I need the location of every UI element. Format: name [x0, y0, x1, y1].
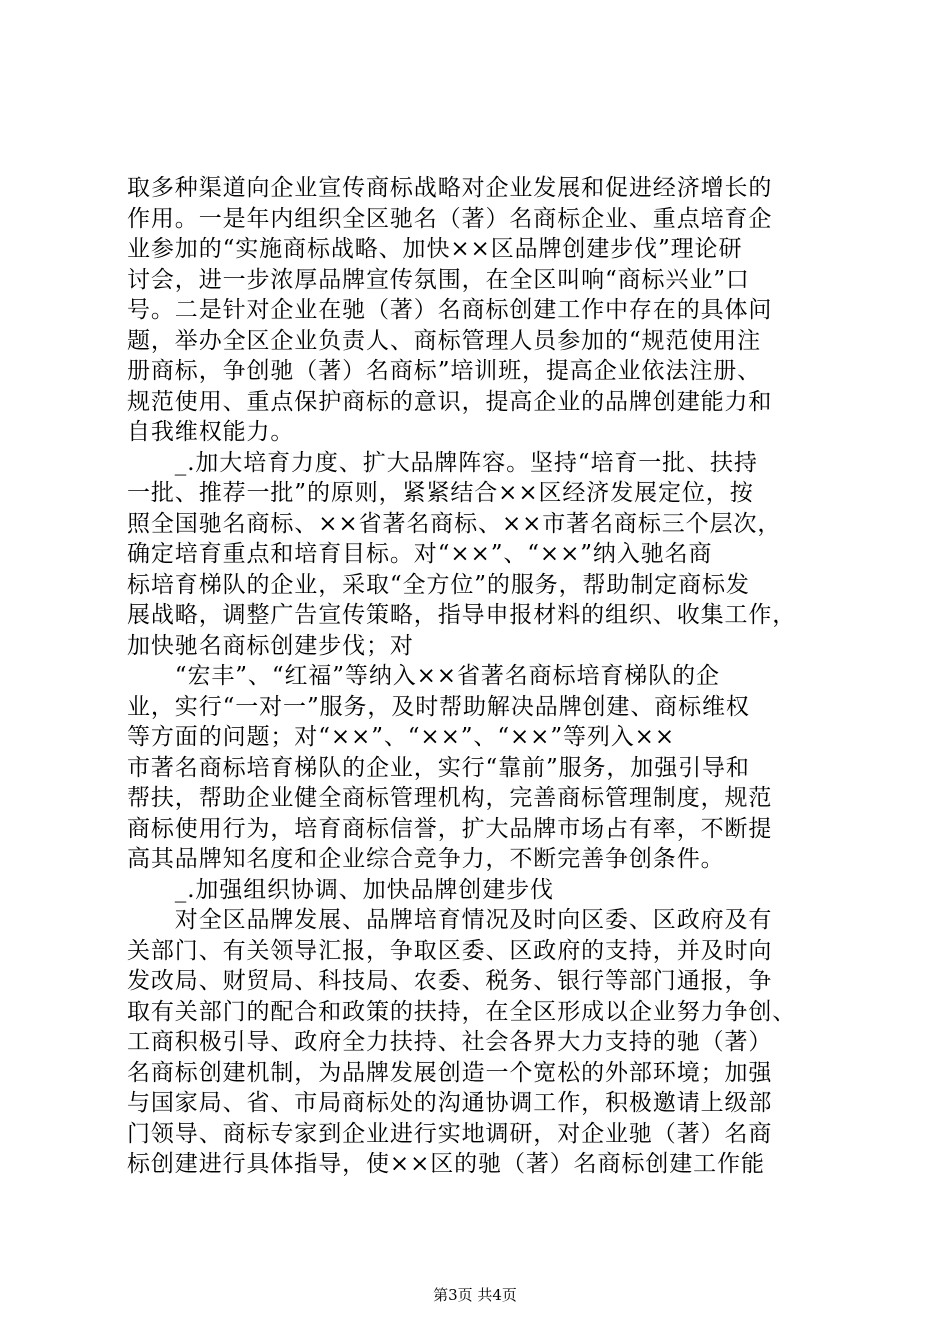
text-line: 一批、推荐一批”的原则，紧紧结合××区经济发展定位，按: [127, 480, 754, 506]
text-line: 讨会，进一步浓厚品牌宣传氛围，在全区叫响“商标兴业”口: [127, 266, 750, 293]
text-line: “宏丰”、“红福”等纳入××省著名商标培育梯队的企: [127, 663, 720, 689]
text-line: 加快驰名商标创建步伐；对: [127, 632, 414, 659]
text-line: 规范使用、重点保护商标的意识，提高企业的品牌创建能力和: [127, 388, 773, 415]
text-line: 取多种渠道向企业宣传商标战略对企业发展和促进经济增长的: [127, 175, 773, 201]
text-line: 业参加的“实施商标战略、加快××区品牌创建步伐”理论研: [127, 236, 743, 262]
body-text: [127, 173, 842, 1180]
text-line: 业，实行“一对一”服务，及时帮助解决品牌创建、商标维权: [127, 693, 750, 720]
text-line: 照全国驰名商标、××省著名商标、××市著名商标三个层次，: [127, 510, 782, 537]
page-footer: 第3页 共4页: [433, 1286, 517, 1304]
text-line: 取有关部门的配合和政策的扶持，在全区形成以企业努力争创、: [127, 998, 797, 1025]
text-line: 标培育梯队的企业，采取“全方位”的服务，帮助制定商标发: [127, 571, 750, 598]
text-line: 关部门、有关领导汇报，争取区委、区政府的支持，并及时向: [127, 937, 773, 964]
text-line: 展战略，调整广告宣传策略，指导申报材料的组织、收集工作，: [127, 602, 797, 628]
text-line: _.加强组织协调、加快品牌创建步伐: [127, 876, 554, 903]
text-line: 与国家局、省、市局商标处的沟通协调工作，积极邀请上级部: [127, 1090, 773, 1116]
text-line: 作用。一是年内组织全区驰名（著）名商标企业、重点培育企: [127, 205, 773, 232]
text-line: 名商标创建机制，为品牌发展创造一个宽松的外部环境；加强: [127, 1059, 773, 1086]
text-line: 册商标，争创驰（著）名商标”培训班，提高企业依法注册、: [127, 358, 762, 384]
text-line: 工商积极引导、政府全力扶持、社会各界大力支持的驰（著）: [127, 1029, 773, 1055]
text-line: 商标使用行为，培育商标信誉，扩大品牌市场占有率，不断提: [127, 815, 773, 842]
text-line: 发改局、财贸局、科技局、农委、税务、银行等部门通报，争: [127, 968, 773, 994]
text-line: _.加大培育力度、扩大品牌阵容。坚持“培育一批、扶持: [127, 449, 758, 476]
text-line: 等方面的问题；对“××”、“××”、“××”等列入××: [127, 724, 676, 750]
text-line: 高其品牌知名度和企业综合竞争力，不断完善争创条件。: [127, 846, 725, 872]
text-line: 号。二是针对企业在驰（著）名商标创建工作中存在的具体问: [127, 297, 773, 323]
text-line: 确定培育重点和培育目标。对“××”、“××”纳入驰名商: [127, 541, 713, 567]
text-line: 标创建进行具体指导，使××区的驰（著）名商标创建工作能: [127, 1151, 765, 1177]
text-line: 自我维权能力。: [127, 419, 295, 445]
text-line: 门领导、商标专家到企业进行实地调研，对企业驰（著）名商: [127, 1120, 773, 1147]
text-line: 对全区品牌发展、品牌培育情况及时向区委、区政府及有: [127, 907, 773, 933]
text-line: 题，举办全区企业负责人、商标管理人员参加的“规范使用注: [127, 327, 762, 354]
text-line: 帮扶，帮助企业健全商标管理机构，完善商标管理制度，规范: [127, 785, 773, 811]
text-line: 市著名商标培育梯队的企业，实行“靠前”服务，加强引导和: [127, 754, 750, 781]
